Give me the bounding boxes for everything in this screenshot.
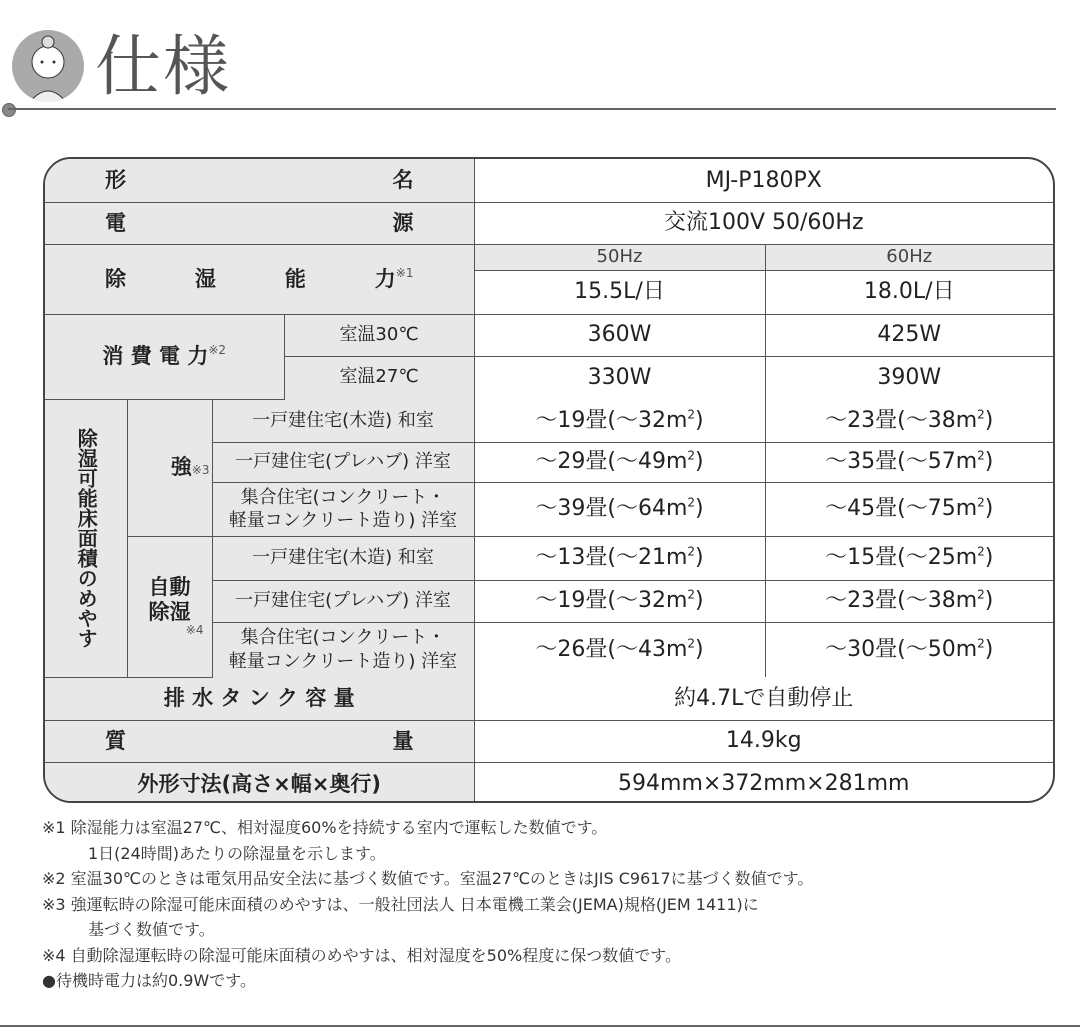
room-type: 集合住宅(コンクリート・ 軽量コンクリート造り) 洋室 <box>212 622 474 677</box>
sup: 2 <box>977 545 985 560</box>
area-text: ～23畳(～38m <box>825 407 978 433</box>
paren: ) <box>984 588 994 614</box>
room-type: 一戸建住宅(プレハブ) 洋室 <box>212 580 474 622</box>
paren: ) <box>984 496 994 522</box>
value: 390W <box>765 356 1053 399</box>
sup: 2 <box>687 636 696 651</box>
note-ref: ※2 <box>208 343 227 358</box>
value: 360W <box>474 314 765 356</box>
spec-table <box>43 157 1055 803</box>
label: 除湿可能床面積のめやす <box>74 428 99 648</box>
paren: ) <box>695 588 704 614</box>
label: 能 <box>284 266 306 291</box>
paren: ) <box>695 407 704 433</box>
hz50-header: 50Hz <box>474 244 765 270</box>
paren: ) <box>695 449 704 475</box>
sup: 2 <box>687 496 696 511</box>
sup: 2 <box>687 449 696 464</box>
row-area <box>45 399 1053 442</box>
area-text: ～30畳(～50m <box>825 637 978 663</box>
label: 電 <box>105 210 126 235</box>
weight-value: 14.9kg <box>474 720 1053 762</box>
footnote: ●待機時電力は約0.9Wです。 <box>42 971 256 990</box>
paren: ) <box>695 496 704 522</box>
row-model <box>45 159 1053 202</box>
room-type: 一戸建住宅(木造) 和室 <box>212 399 474 442</box>
sup: 2 <box>977 496 985 511</box>
label: 排 水 タ ン ク 容 量 <box>45 677 474 720</box>
area-value <box>474 442 765 482</box>
label: 形 <box>105 168 126 193</box>
label: 消 費 電 力 <box>102 344 209 369</box>
label: 除湿 <box>148 599 191 624</box>
heading-rule <box>8 108 1056 110</box>
label: 名 <box>392 168 414 193</box>
sup: 2 <box>977 588 985 603</box>
sup: 2 <box>687 588 696 603</box>
area-value <box>474 482 765 536</box>
sub-label: 室温30℃ <box>284 314 474 356</box>
value: 425W <box>765 314 1053 356</box>
row-size <box>45 762 1053 803</box>
sub-label: 室温27℃ <box>284 356 474 399</box>
footnote: ※1 除湿能力は室温27℃、相対湿度60%を持続する室内で運転した数値です。 <box>42 818 608 837</box>
area-value <box>765 399 1053 442</box>
row-tank <box>45 677 1053 720</box>
paren: ) <box>984 407 994 433</box>
label: 外形寸法(高さ×幅×奥行) <box>45 762 474 803</box>
area-text: ～19畳(～32m <box>535 588 688 614</box>
paren: ) <box>984 449 994 475</box>
note-ref: ※1 <box>395 265 414 280</box>
footnote: ※2 室温30℃のときは電気用品安全法に基づく数値です。室温27℃のときはJIS C9617に基づく数値です。 <box>42 869 814 888</box>
area-text: ～13畳(～21m <box>535 545 688 571</box>
label: 自動 <box>148 575 191 600</box>
paren: ) <box>984 637 994 663</box>
area-value <box>474 536 765 580</box>
room-type: 集合住宅(コンクリート・ 軽量コンクリート造り) 洋室 <box>212 482 474 536</box>
note-ref: ※4 <box>185 622 204 637</box>
hz60-header: 60Hz <box>765 244 1053 270</box>
sup: 2 <box>977 636 985 651</box>
label: 除 <box>105 266 126 291</box>
area-label <box>45 399 127 677</box>
sup: 2 <box>687 545 696 560</box>
room-type: 一戸建住宅(プレハブ) 洋室 <box>212 442 474 482</box>
area-text: ～23畳(～38m <box>825 588 978 614</box>
footnote: ※3 強運転時の除湿可能床面積のめやすは、一般社団法人 日本電機工業会(JEMA)規格(JEM 1411)に <box>42 894 759 914</box>
row-power <box>45 202 1053 244</box>
area-text: ～29畳(～49m <box>535 449 688 475</box>
room-type: 一戸建住宅(木造) 和室 <box>212 536 474 580</box>
area-value <box>474 580 765 622</box>
area-value <box>765 442 1053 482</box>
area-text: ～35畳(～57m <box>825 449 978 475</box>
area-value <box>474 399 765 442</box>
heading-dot <box>2 103 16 117</box>
character-avatar <box>12 30 84 102</box>
label: 源 <box>392 210 414 235</box>
size-value: 594mm×372mm×281mm <box>474 762 1053 803</box>
area-value <box>765 536 1053 580</box>
paren: ) <box>695 637 704 663</box>
row-capacity-hz <box>45 244 1053 270</box>
area-text: ～39畳(～64m <box>535 496 688 522</box>
sup: 2 <box>977 449 985 464</box>
area-text: ～45畳(～75m <box>825 496 978 522</box>
tank-value: 約4.7Lで自動停止 <box>474 677 1053 720</box>
footnote: 基づく数値です。 <box>88 920 215 939</box>
sup: 2 <box>687 407 696 422</box>
row-area <box>45 536 1053 580</box>
label: 強 <box>170 455 192 480</box>
value: 330W <box>474 356 765 399</box>
area-text: ～26畳(～43m <box>535 637 688 663</box>
power-value: 交流100V 50/60Hz <box>474 202 1053 244</box>
note-ref: ※3 <box>191 463 210 478</box>
row-weight <box>45 720 1053 762</box>
sup: 2 <box>977 407 985 422</box>
footnote: 1日(24時間)あたりの除湿量を示します。 <box>88 843 386 863</box>
area-value <box>765 622 1053 677</box>
capacity-60: 18.0L/日 <box>765 270 1053 314</box>
model-value: MJ-P180PX <box>474 159 1053 202</box>
mode-auto <box>127 536 212 677</box>
paren: ) <box>695 545 704 571</box>
label: 質 <box>105 728 126 753</box>
area-value <box>474 622 765 677</box>
area-text: ～19畳(～32m <box>535 407 688 433</box>
mode-strong <box>127 399 212 536</box>
footnotes <box>42 815 813 994</box>
paren: ) <box>984 545 994 571</box>
row-consumption <box>45 314 1053 356</box>
area-value <box>765 482 1053 536</box>
capacity-50: 15.5L/日 <box>474 270 765 314</box>
label: 湿 <box>194 266 216 291</box>
page-title: 仕様 <box>95 28 231 105</box>
bottom-rule <box>0 1025 1080 1027</box>
label: 量 <box>392 728 414 753</box>
area-text: ～15畳(～25m <box>825 545 978 571</box>
footnote: ※4 自動除湿運転時の除湿可能床面積のめやすは、相対湿度を50%程度に保つ数値です。 <box>42 945 681 965</box>
area-value <box>765 580 1053 622</box>
label: 力 <box>374 266 396 291</box>
